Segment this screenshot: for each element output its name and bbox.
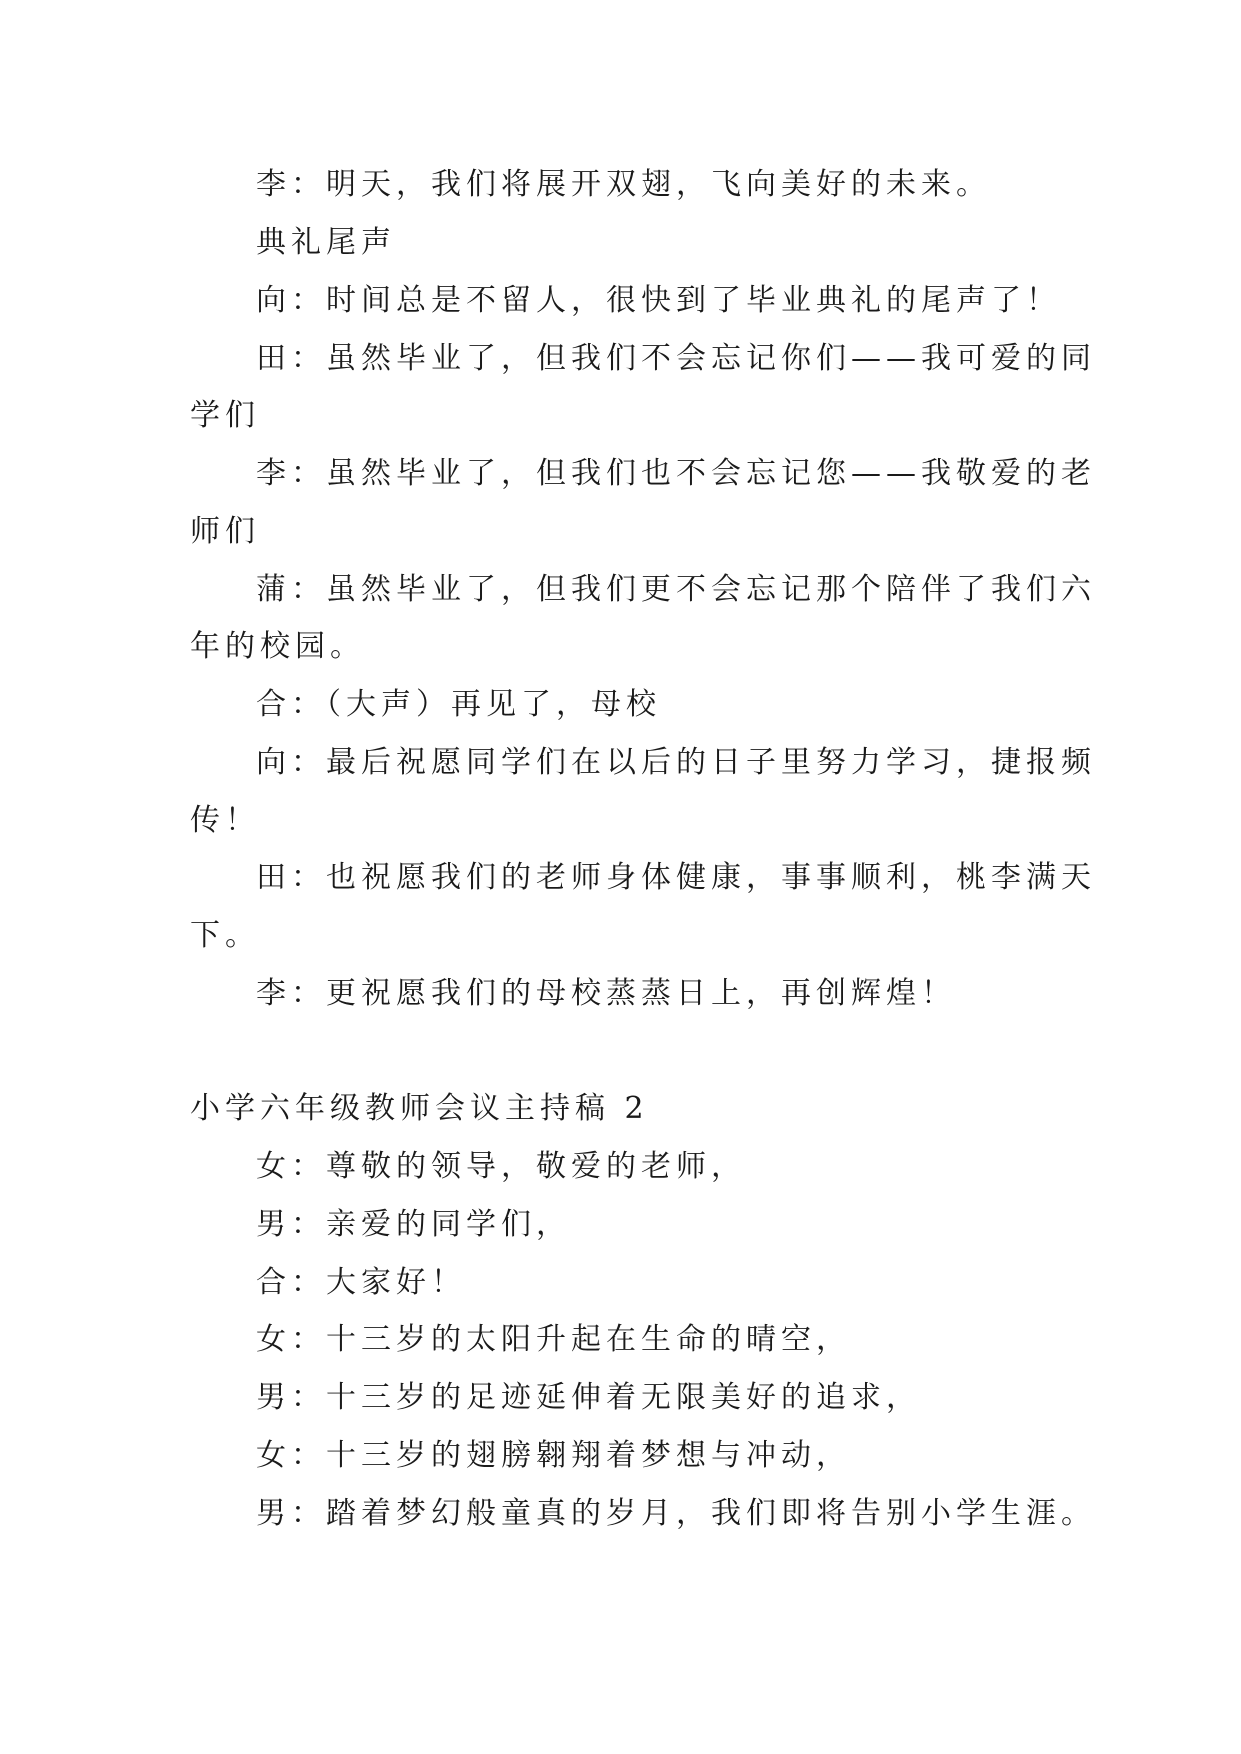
dialogue-line: 田：也祝愿我们的老师身体健康，事事顺利，桃李满天 — [256, 860, 1096, 895]
dialogue-line-continuation: 年的校园。 — [190, 629, 365, 664]
section-title: 小学六年级教师会议主持稿 2 — [190, 1091, 649, 1126]
dialogue-line: 向：时间总是不留人，很快到了毕业典礼的尾声了！ — [256, 283, 1061, 318]
dialogue-line: 田：虽然毕业了，但我们不会忘记你们——我可爱的同 — [256, 341, 1096, 376]
dialogue-line-continuation: 学们 — [190, 398, 260, 433]
dialogue-line: 李：明天，我们将展开双翅，飞向美好的未来。 — [256, 167, 991, 202]
dialogue-line-continuation: 传！ — [190, 803, 260, 838]
dialogue-line: 女：尊敬的领导，敬爱的老师， — [256, 1149, 746, 1184]
dialogue-line: 男：踏着梦幻般童真的岁月，我们即将告别小学生涯。 — [256, 1496, 1096, 1531]
dialogue-line-continuation: 下。 — [190, 918, 260, 953]
dialogue-line: 李：虽然毕业了，但我们也不会忘记您——我敬爱的老 — [256, 456, 1096, 491]
dialogue-line: 男：亲爱的同学们， — [256, 1207, 571, 1242]
section-heading: 典礼尾声 — [256, 225, 396, 260]
dialogue-line: 合：（大声）再见了，母校 — [256, 687, 661, 722]
dialogue-line: 合：大家好！ — [256, 1265, 466, 1300]
dialogue-line: 女：十三岁的太阳升起在生命的晴空， — [256, 1322, 851, 1357]
dialogue-line: 蒲：虽然毕业了，但我们更不会忘记那个陪伴了我们六 — [256, 572, 1096, 607]
dialogue-line: 男：十三岁的足迹延伸着无限美好的追求， — [256, 1380, 921, 1415]
dialogue-line-continuation: 师们 — [190, 514, 260, 549]
dialogue-line: 李：更祝愿我们的母校蒸蒸日上，再创辉煌！ — [256, 976, 956, 1011]
dialogue-line: 女：十三岁的翅膀翱翔着梦想与冲动， — [256, 1438, 851, 1473]
dialogue-line: 向：最后祝愿同学们在以后的日子里努力学习，捷报频 — [256, 745, 1096, 780]
